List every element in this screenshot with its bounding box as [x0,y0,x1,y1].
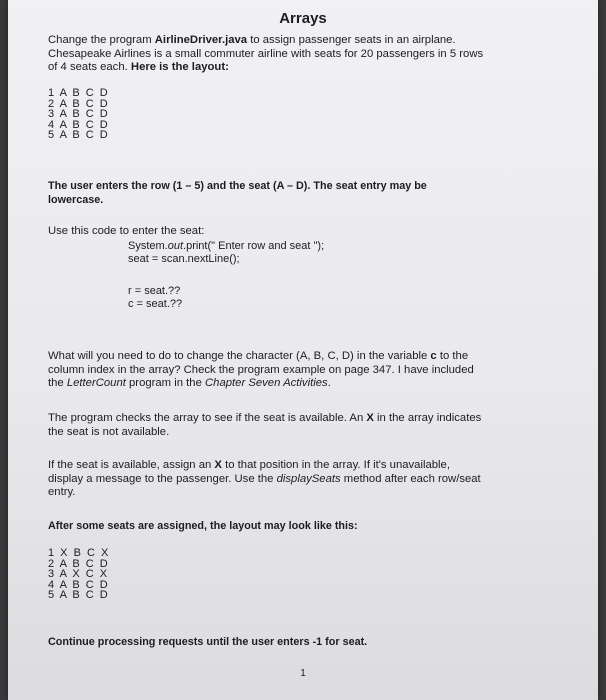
what-will-line-3-mid: program in the [125,377,206,389]
what-will-line-3-end: . [327,377,331,389]
code-block-2 [128,285,182,311]
intro-text-end: to assign passenger seats in an airplane. [247,34,456,46]
page-number: 1 [300,668,306,679]
initial-seat-layout [48,88,109,141]
if-available-line-1-end: to that position in the array. If it's unavailable, [221,459,450,471]
checks-line-1: The program checks the array to see if the seat is available. An [48,412,367,424]
seat-row: 5 A B C D [48,589,110,602]
code-block [128,240,324,266]
use-code-text: Use this code to enter the seat: [48,225,205,237]
user-enters-line-2: lowercase. [48,193,104,206]
after-some-heading: After some seats are assigned, the layout may look like this: [48,520,358,532]
if-available-line-1: If the seat is available, assign an [48,459,215,471]
code-out: out [167,240,184,252]
displayseats-method: displaySeats [276,472,341,485]
what-will-line-3: the [48,377,67,389]
if-available-line-2-end: method after each row/seat [340,472,481,485]
code-line-3: r = seat.?? [128,285,181,297]
what-will-line-1-end: to the [436,350,469,362]
what-will-line-2: column index in the array? Check the program example on page 347. I have included [48,363,474,376]
chapter-reference: Chapter Seven Activities [205,377,328,389]
seat-row: 4 A B C D [48,578,110,591]
code-line-1: System. [128,240,168,252]
layout-heading: Here is the layout: [130,61,229,73]
code-line-4: c = seat.?? [128,298,183,310]
intro-line-2: Chesapeake Airlines is a small commuter airline with seats for 20 passengers in 5 rows [48,47,484,60]
what-will-paragraph [48,350,568,391]
seat-row: 1 X B C X [48,547,110,559]
if-available-line-3: entry. [48,486,76,498]
lettercount-program: LetterCount [66,377,126,389]
user-enters-paragraph [48,180,568,207]
user-enters-line-1: The user enters the row (1 – 5) and the seat (A – D). The seat entry may be [48,180,427,192]
code-line-1-end: .print(" Enter row and seat "); [183,240,325,252]
if-available-paragraph [48,459,568,500]
x-marker: X [366,412,374,424]
program-name: AirlineDriver.java [154,34,248,46]
variable-c: c [430,350,437,362]
seat-row: 3 A X C X [48,568,109,581]
intro-paragraph [48,34,568,75]
seat-row: 3 A B C D [48,108,110,121]
document-page [8,0,598,700]
seat-row: 1 A B C D [48,87,110,99]
if-available-line-2: display a message to the passenger. Use the [48,472,277,485]
what-will-line-1: What will you need to do to change the character (A, B, C, D) in the variable [48,350,431,362]
checks-line-1-end: in the array indicates [373,412,482,424]
seat-row: 2 A B C D [48,557,110,570]
seat-row: 5 A B C D [48,129,110,142]
checks-paragraph [48,412,568,439]
seat-row: 4 A B C D [48,118,110,131]
intro-line-3: of 4 seats each. [48,61,131,73]
continue-text: Continue processing requests until the user enters -1 for seat. [48,636,368,648]
code-line-2: seat = scan.nextLine(); [128,253,240,265]
seat-row: 2 A B C D [48,97,110,110]
checks-line-2: the seat is not available. [48,425,170,438]
intro-text: Change the program [48,34,155,46]
x-marker: X [214,459,222,471]
assigned-seat-layout [48,548,110,601]
page-title: Arrays [279,10,327,27]
